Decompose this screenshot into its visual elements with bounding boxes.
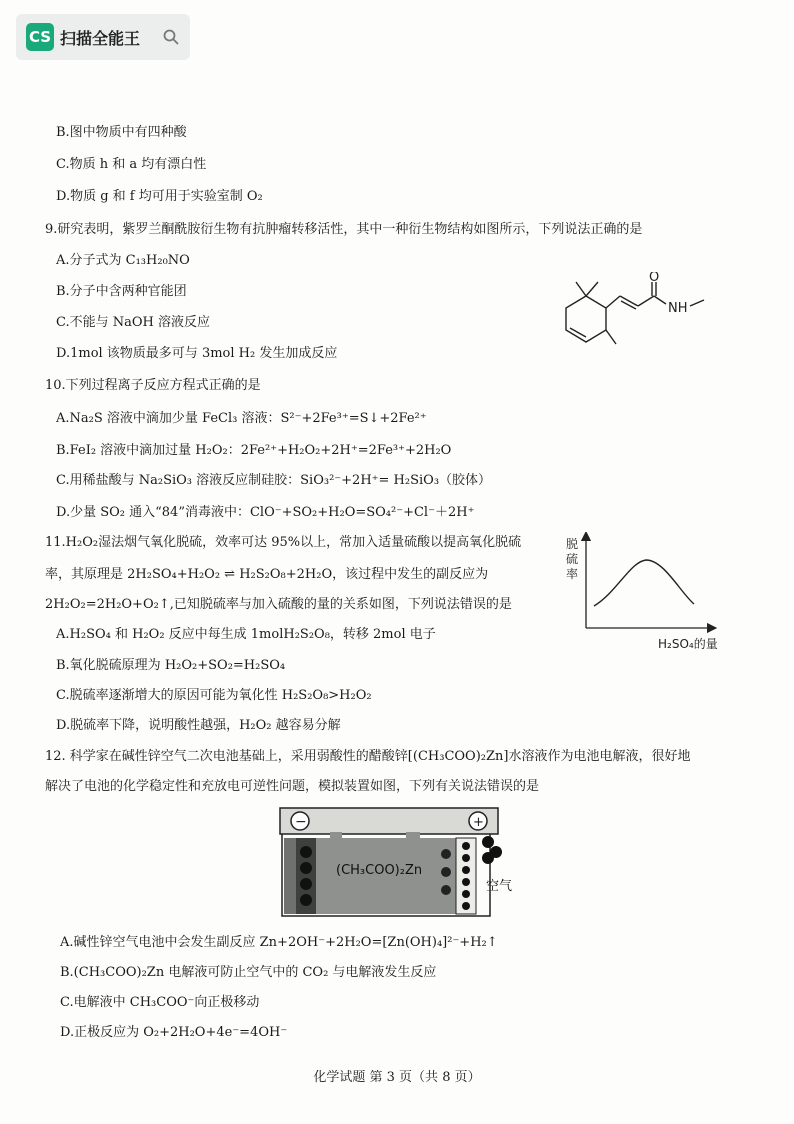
q11-desulfurization-graph: [562, 532, 732, 656]
x-axis-label: H₂SO₄的量: [658, 637, 718, 651]
oxygen-label: O: [649, 272, 660, 285]
q11-option-a: A.H₂SO₄ 和 H₂O₂ 反应中每生成 1molH₂S₂O₈，转移 2mol 电子: [56, 627, 436, 642]
q12-option-b: B.(CH₃COO)₂Zn 电解液可防止空气中的 CO₂ 与电解液发生反应: [60, 965, 437, 980]
q11-option-d: D.脱硫率下降，说明酸性越强，H₂O₂ 越容易分解: [56, 718, 341, 733]
y-axis-label-3: 率: [566, 567, 579, 581]
electrolyte-label: (CH₃COO)₂Zn: [336, 863, 423, 878]
q8-option-d: D.物质 g 和 f 均可用于实验室制 O₂: [56, 189, 263, 204]
y-axis-label-2: 硫: [566, 552, 579, 566]
svg-text:+: +: [473, 815, 484, 830]
app-name: 扫描全能王: [60, 28, 141, 48]
q11-option-c: C.脱硫率逐渐增大的原因可能为氧化性 H₂S₂O₈>H₂O₂: [56, 688, 372, 703]
desulfurization-curve: [594, 560, 694, 606]
q12-battery-device: [270, 806, 530, 920]
q12-option-c: C.电解液中 CH₃COO⁻向正极移动: [60, 995, 260, 1010]
search-icon[interactable]: [162, 28, 180, 46]
q9-stem: 9.研究表明，紫罗兰酮酰胺衍生物有抗肿瘤转移活性，其中一种衍生物结构如图所示，下列说法正确的是: [45, 222, 643, 237]
air-label: 空气: [486, 879, 513, 894]
y-axis-label-1: 脱: [566, 537, 579, 551]
q9-option-b: B.分子中含两种官能团: [56, 284, 187, 299]
q9-molecule-structure: [548, 272, 708, 362]
q8-option-b: B.图中物质中有四种酸: [56, 125, 187, 140]
q11-option-b: B.氧化脱硫原理为 H₂O₂+SO₂=H₂SO₄: [56, 658, 286, 673]
q8-option-c: C.物质 h 和 a 均有漂白性: [56, 157, 207, 172]
q12-option-a: A.碱性锌空气电池中会发生副反应 Zn+2OH⁻+2H₂O=[Zn(OH)₄]²⁻+H₂↑: [60, 935, 498, 950]
q10-option-a: A.Na₂S 溶液中滴加少量 FeCl₃ 溶液：S²⁻+2Fe³⁺=S↓+2Fe²⁺: [56, 411, 427, 426]
q12-line2: 解决了电池的化学稳定性和充放电可逆性问题，模拟装置如图，下列有关说法错误的是: [45, 779, 540, 794]
q10-option-d: D.少量 SO₂ 通入“84”消毒液中：ClO⁻+SO₂+H₂O=SO₄²⁻+Cl⁻＋2H⁺: [56, 505, 475, 520]
q9-option-a: A.分子式为 C₁₃H₂₀NO: [56, 253, 190, 268]
q10-option-b: B.FeI₂ 溶液中滴加过量 H₂O₂：2Fe²⁺+H₂O₂+2H⁺=2Fe³⁺+2H₂O: [56, 443, 452, 458]
q10-stem: 10.下列过程离子反应方程式正确的是: [45, 378, 261, 393]
svg-text:−: −: [295, 814, 307, 830]
q11-line1: 11.H₂O₂湿法烟气氧化脱硫，效率可达 95%以上，常加入适量硫酸以提高氧化脱硫: [45, 535, 522, 550]
page-footer: 化学试题 第 3 页（共 8 页）: [313, 1070, 481, 1085]
q12-option-d: D.正极反应为 O₂+2H₂O+4e⁻=4OH⁻: [60, 1025, 288, 1040]
q12-line1: 12. 科学家在碱性锌空气二次电池基础上，采用弱酸性的醋酸锌[(CH₃COO)₂Zn]水溶液作为电池电解液，很好地: [45, 749, 691, 764]
q11-line3: 2H₂O₂=2H₂O+O₂↑,已知脱硫率与加入硫酸的量的关系如图，下列说法错误的是: [45, 597, 512, 612]
q9-option-c: C.不能与 NaOH 溶液反应: [56, 315, 211, 330]
q11-line2: 率，其原理是 2H₂SO₄+H₂O₂ ⇌ H₂S₂O₈+2H₂O，该过程中发生的副反应为: [45, 567, 489, 582]
q10-option-c: C.用稀盐酸与 Na₂SiO₃ 溶液反应制硅胶：SiO₃²⁻+2H⁺= H₂SiO₃（胶体）: [56, 473, 492, 488]
q9-option-d: D.1mol 该物质最多可与 3mol H₂ 发生加成反应: [56, 346, 338, 361]
cs-logo: CS: [26, 23, 54, 51]
scanner-app-badge: [16, 14, 190, 60]
nh-label: NH: [668, 301, 688, 316]
zinc-anode: [284, 838, 296, 914]
